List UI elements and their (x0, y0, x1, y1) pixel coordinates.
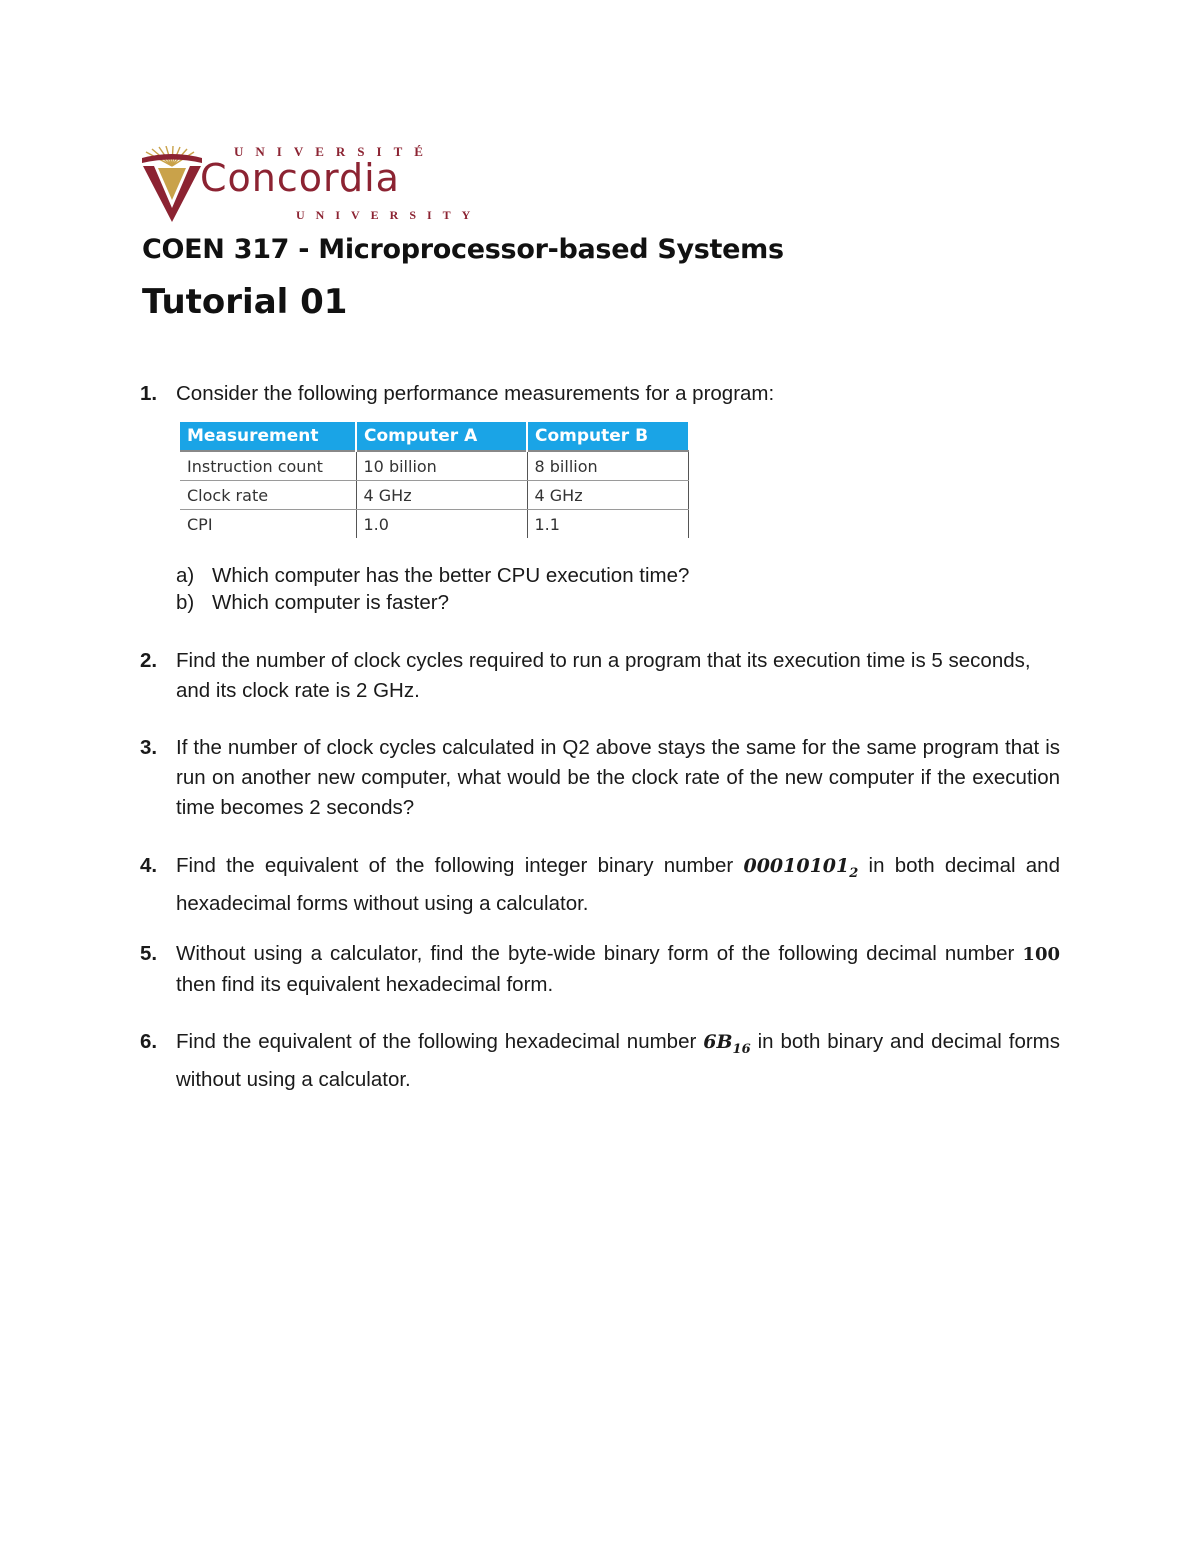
sub-question-a (176, 562, 689, 590)
table-cell: Instruction count (180, 451, 356, 481)
question-1 (140, 379, 1060, 409)
concordia-shield-icon (140, 146, 204, 224)
question-6 (140, 1027, 1060, 1095)
sub-question-label: b) (176, 591, 195, 614)
question-number: 6. (140, 1030, 158, 1053)
table-cell: 1.1 (527, 510, 688, 539)
table-row (180, 451, 688, 481)
sub-question-label: a) (176, 564, 195, 587)
question-5 (140, 939, 1060, 1000)
sub-question-text: Which computer has the better CPU execution time? (212, 564, 690, 587)
performance-table (180, 422, 689, 538)
question-number: 4. (140, 854, 158, 877)
logo-top-word: UNIVERSITÉ (234, 144, 435, 159)
question-3 (140, 733, 1060, 823)
question-text-before: Find the equivalent of the following hexadecimal number (176, 1030, 697, 1053)
table-header-cell: Computer B (527, 422, 688, 451)
question-text: Consider the following performance measurements for a program: (176, 382, 775, 405)
math-value: 00010101 (743, 855, 850, 877)
table-cell: 4 GHz (527, 481, 688, 510)
hex-number (703, 1031, 751, 1057)
concordia-logo (140, 144, 482, 228)
question-text: If the number of clock cycles calculated in Q2 above stays the same for the same program that is run on another new computer, what would be the clock rate of the new computer if the execution time becomes 2 seconds? (176, 736, 1060, 819)
sub-question-text: Which computer is faster? (212, 591, 449, 614)
question-text (176, 939, 1060, 1000)
question-text-after: in both binary and decimal forms without using a calculator. (176, 1030, 1060, 1091)
table-cell: 10 billion (356, 451, 527, 481)
question-number: 1. (140, 382, 158, 405)
decimal-number: 100 (1022, 944, 1060, 965)
question-text-before: Without using a calculator, find the byte-wide binary form of the following decimal number (176, 942, 1015, 965)
logo-bottom-word: UNIVERSITY (296, 208, 482, 222)
question-text-after: in both decimal and hexadecimal forms without using a calculator. (176, 854, 1060, 915)
tutorial-title: Tutorial 01 (142, 282, 348, 322)
table-cell: 4 GHz (356, 481, 527, 510)
sub-question-b (176, 589, 449, 617)
question-4 (140, 851, 1060, 919)
table-cell: 1.0 (356, 510, 527, 539)
table-header-row (180, 422, 688, 451)
table-cell: Clock rate (180, 481, 356, 510)
course-title: COEN 317 - Microprocessor-based Systems (142, 234, 784, 265)
math-base: 16 (732, 1041, 751, 1057)
table-header-cell: Computer A (356, 422, 527, 451)
question-number: 5. (140, 942, 158, 965)
question-text (176, 851, 1060, 919)
question-text-before: Find the equivalent of the following integer binary number (176, 854, 734, 877)
table-cell: CPI (187, 514, 213, 534)
table-header-cell: Measurement (180, 422, 356, 451)
table-row (180, 510, 688, 539)
question-number: 2. (140, 649, 158, 672)
table-cell: 8 billion (527, 451, 688, 481)
question-text: Find the number of clock cycles required to run a program that its execution time is 5 seconds, and its clock rate is 2 GHz. (176, 649, 1031, 702)
question-number: 3. (140, 736, 158, 759)
logo-main-word: Concordia (200, 156, 400, 200)
question-2 (140, 646, 1060, 706)
question-text-after: then find its equivalent hexadecimal form. (176, 973, 554, 996)
question-text (176, 1027, 1060, 1095)
binary-number (743, 855, 859, 881)
math-value: 6B (703, 1031, 733, 1053)
table-row (180, 481, 688, 510)
math-base: 2 (849, 865, 859, 881)
